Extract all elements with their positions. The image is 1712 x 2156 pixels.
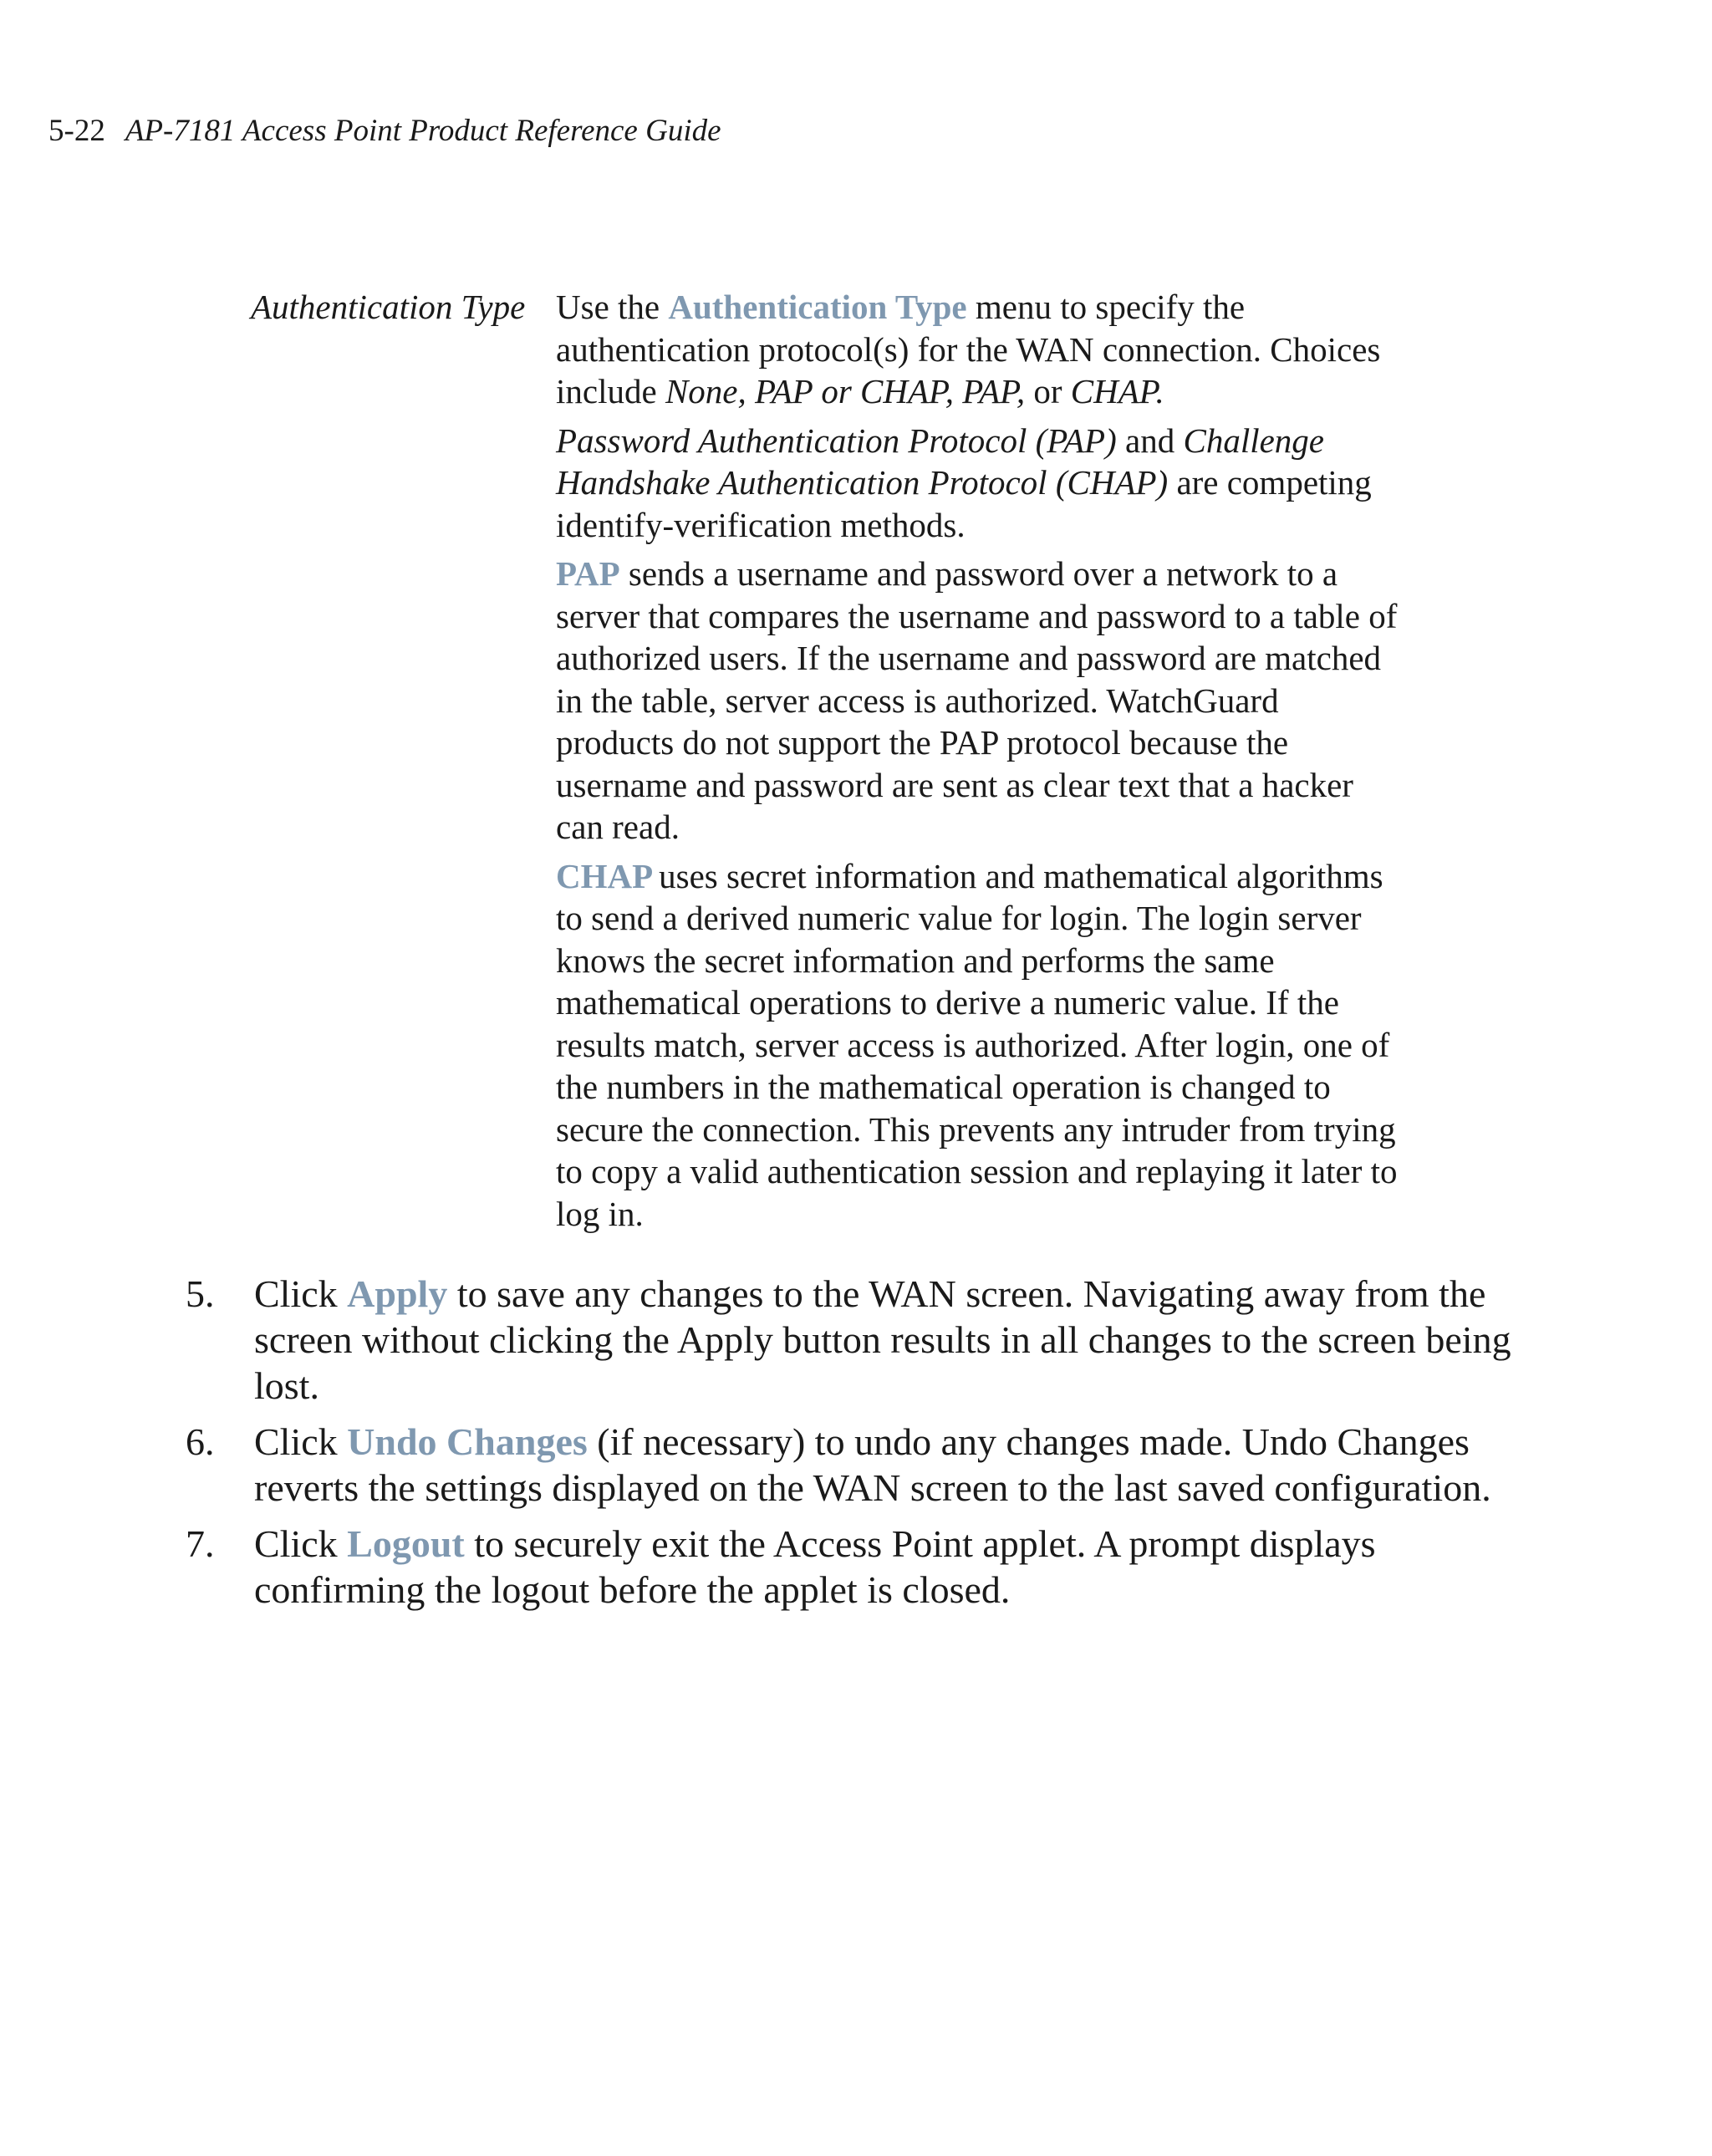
authentication-type-highlight: Authentication Type xyxy=(668,288,967,326)
undo-changes-highlight: Undo Changes xyxy=(347,1420,588,1463)
definition-body xyxy=(556,286,1400,1241)
steps-list xyxy=(186,1271,1523,1623)
guide-title: AP-7181 Access Point Product Reference Guide xyxy=(125,114,721,148)
page-header xyxy=(48,115,721,146)
step-number: 6. xyxy=(186,1420,215,1463)
step-logout: 7. Click Logout to securely exit the Access Point applet. A prompt displays confirming the logout before the applet is closed. xyxy=(186,1522,1376,1611)
step-apply: 5. Click Apply to save any changes to the WAN screen. Navigating away from the screen without clicking the Apply button results in all changes to the screen being lost. xyxy=(186,1272,1511,1407)
pap-highlight: PAP xyxy=(556,554,620,593)
step-number: 5. xyxy=(186,1272,215,1315)
definition-paragraph-chap: CHAP uses secret information and mathematical algorithms to send a derived numeric value for login. The login server knows the secret information and performs the same mathematical operations to derive a numeric value. If the results match, server access is authorized. After login, one of the numbers in the mathematical operation is changed to secure the connection. This prevents any intruder from trying to copy a valid authentication session and replaying it later to log in. xyxy=(556,856,1398,1233)
page-number: 5-22 xyxy=(48,114,105,148)
logout-highlight: Logout xyxy=(347,1522,465,1565)
definition-paragraph-pap: PAP sends a username and password over a network to a server that compares the username and password to a table of authorized users. If the username and password are matched in the table, server access is authorized. WatchGuard products do not support the PAP protocol because the username and password are sent as clear text that a hacker can read. xyxy=(556,554,1398,846)
definition-paragraph-intro: Use the Authentication Type menu to specify the authentication protocol(s) for the WAN connection. Choices include None, PAP or CHAP, PAP, or CHAP. xyxy=(556,288,1381,410)
chap-highlight: CHAP xyxy=(556,856,654,895)
step-undo-changes: 6. Click Undo Changes (if necessary) to undo any changes made. Undo Changes reverts the settings displayed on the WAN screen to the last saved configuration. xyxy=(186,1420,1491,1509)
definition-paragraph-protocols: Password Authentication Protocol (PAP) and Challenge Handshake Authentication Protocol (CHAP) are competing identify-verification methods. xyxy=(556,420,1372,544)
definition-term: Authentication Type xyxy=(251,288,526,326)
apply-highlight: Apply xyxy=(347,1272,448,1315)
step-number: 7. xyxy=(186,1522,215,1565)
